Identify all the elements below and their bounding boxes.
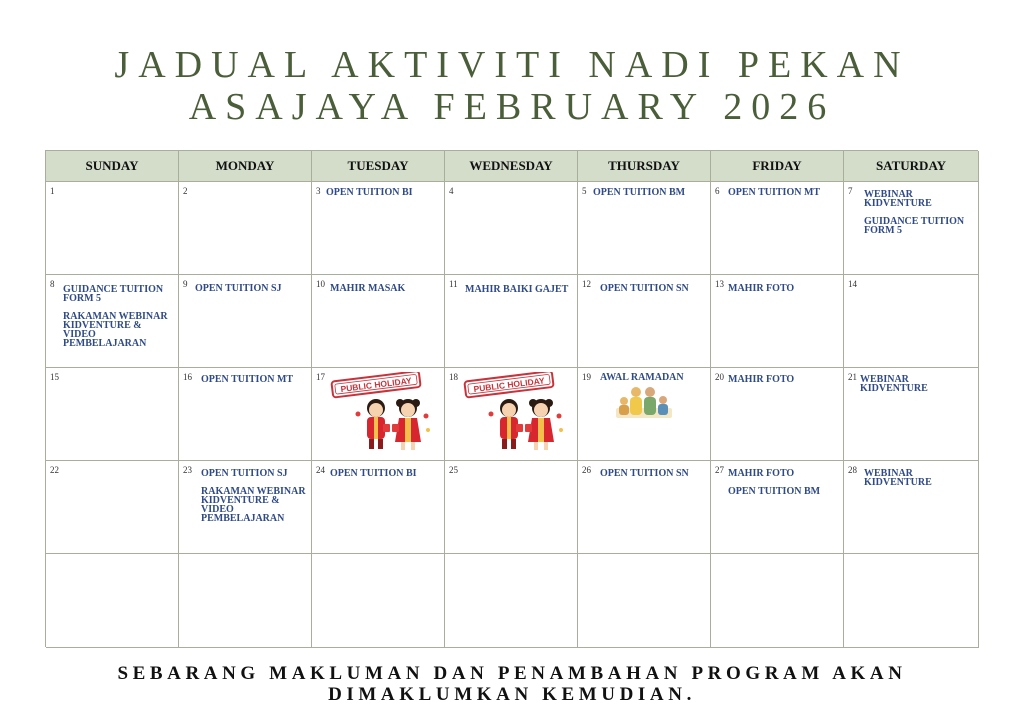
- date-number: 17: [316, 372, 325, 382]
- day-cell-7: [844, 182, 979, 275]
- day-cell-6: [711, 182, 844, 275]
- date-number: 26: [582, 465, 591, 475]
- date-number: 25: [449, 465, 458, 475]
- date-number: 13: [715, 279, 724, 289]
- date-number: 8: [50, 279, 55, 289]
- footer-line-1: SEBARANG MAKLUMAN DAN PENAMBAHAN PROGRAM AKAN: [117, 663, 907, 684]
- girl-figure-icon: [392, 399, 421, 450]
- day-cell-4: [445, 182, 578, 275]
- family-illustration-icon: [616, 384, 672, 418]
- event-label: MAHIR FOTO: [728, 374, 795, 385]
- calendar-grid: [45, 150, 978, 647]
- event-label: OPEN TUITION BI: [330, 468, 417, 479]
- empty-cell: [445, 554, 578, 648]
- date-number: 5: [582, 186, 587, 196]
- title-line-1: JADUAL AKTIVITI NADI PEKAN: [114, 44, 910, 86]
- date-number: 12: [582, 279, 591, 289]
- event-label: MAHIR BAIKI GAJET: [465, 284, 569, 295]
- day-cell-28: [844, 461, 979, 554]
- day-header-tuesday: TUESDAY: [312, 151, 445, 182]
- day-cell-17: [312, 368, 445, 461]
- event-label: KIDVENTURE: [864, 477, 932, 488]
- event-label: KIDVENTURE: [860, 383, 928, 394]
- event-label: VIDEO: [201, 504, 234, 515]
- holiday-stamp-text: PUBLIC HOLIDAY: [339, 375, 413, 395]
- day-cell-5: [578, 182, 711, 275]
- day-header-saturday: SATURDAY: [844, 151, 979, 182]
- day-header-thursday: THURSDAY: [578, 151, 711, 182]
- event-label: OPEN TUITION BM: [728, 486, 821, 497]
- event-label: RAKAMAN WEBINAR: [201, 486, 306, 497]
- event-label: KIDVENTURE &: [63, 320, 142, 331]
- event-label: WEBINAR: [860, 374, 909, 385]
- event-label: KIDVENTURE: [864, 198, 932, 209]
- day-cell-24: [312, 461, 445, 554]
- empty-cell: [179, 554, 312, 648]
- date-number: 1: [50, 186, 55, 196]
- event-label: OPEN TUITION SN: [600, 468, 689, 479]
- day-cell-13: [711, 275, 844, 368]
- day-cell-12: [578, 275, 711, 368]
- day-header-friday: FRIDAY: [711, 151, 844, 182]
- event-label: MAHIR FOTO: [728, 468, 795, 479]
- calendar-title: [0, 44, 1024, 128]
- date-number: 4: [449, 186, 454, 196]
- date-number: 28: [848, 465, 857, 475]
- day-cell-23: [179, 461, 312, 554]
- public-holiday-illustration: [461, 372, 569, 456]
- holiday-stamp-text: PUBLIC HOLIDAY: [472, 375, 546, 395]
- date-number: 16: [183, 372, 192, 382]
- day-cell-14: [844, 275, 979, 368]
- day-cell-26: [578, 461, 711, 554]
- day-cell-27: [711, 461, 844, 554]
- event-label: MAHIR FOTO: [728, 283, 795, 294]
- event-label: OPEN TUITION MT: [728, 187, 821, 198]
- day-header-monday: MONDAY: [179, 151, 312, 182]
- title-line-2: ASAJAYA FEBRUARY 2026: [188, 86, 836, 128]
- event-label: OPEN TUITION SN: [600, 283, 689, 294]
- date-number: 3: [316, 186, 321, 196]
- event-label: MAHIR MASAK: [330, 283, 406, 294]
- date-number: 18: [449, 372, 458, 382]
- empty-cell: [711, 554, 844, 648]
- date-number: 27: [715, 465, 724, 475]
- date-number: 19: [582, 372, 591, 382]
- day-cell-1: [46, 182, 179, 275]
- date-number: 15: [50, 372, 59, 382]
- day-cell-2: [179, 182, 312, 275]
- date-number: 6: [715, 186, 720, 196]
- event-label: OPEN TUITION SJ: [195, 283, 282, 294]
- date-number: 10: [316, 279, 325, 289]
- day-cell-22: [46, 461, 179, 554]
- event-label: AWAL RAMADAN: [600, 372, 684, 383]
- boy-figure-icon: [500, 399, 523, 449]
- event-label: OPEN TUITION MT: [201, 374, 294, 385]
- event-label: VIDEO: [63, 329, 96, 340]
- day-cell-21: [844, 368, 979, 461]
- event-label: WEBINAR: [864, 189, 913, 200]
- date-number: 9: [183, 279, 188, 289]
- event-label: GUIDANCE TUITION: [864, 216, 965, 227]
- date-number: 22: [50, 465, 59, 475]
- date-number: 20: [715, 372, 724, 382]
- event-label: OPEN TUITION BI: [326, 187, 413, 198]
- day-cell-8: [46, 275, 179, 368]
- date-number: 11: [449, 279, 458, 289]
- event-label: PEMBELAJARAN: [63, 338, 147, 349]
- day-header-wednesday: WEDNESDAY: [445, 151, 578, 182]
- event-label: WEBINAR: [864, 468, 913, 479]
- boy-figure-icon: [367, 399, 390, 449]
- event-label: FORM 5: [864, 225, 903, 236]
- date-number: 2: [183, 186, 188, 196]
- event-label: GUIDANCE TUITION: [63, 284, 164, 295]
- date-number: 7: [848, 186, 853, 196]
- event-label: FORM 5: [63, 293, 102, 304]
- day-cell-3: [312, 182, 445, 275]
- day-cell-10: [312, 275, 445, 368]
- event-label: OPEN TUITION BM: [593, 187, 686, 198]
- day-cell-11: [445, 275, 578, 368]
- day-cell-19: [578, 368, 711, 461]
- event-label: PEMBELAJARAN: [201, 513, 285, 524]
- date-number: 21: [848, 372, 857, 382]
- event-label: KIDVENTURE &: [201, 495, 280, 506]
- date-number: 14: [848, 279, 857, 289]
- day-cell-15: [46, 368, 179, 461]
- empty-cell: [312, 554, 445, 648]
- footer-notice: [0, 663, 1024, 705]
- event-label: OPEN TUITION SJ: [201, 468, 288, 479]
- date-number: 24: [316, 465, 325, 475]
- day-header-sunday: SUNDAY: [46, 151, 179, 182]
- day-cell-9: [179, 275, 312, 368]
- footer-line-2: DIMAKLUMKAN KEMUDIAN.: [328, 684, 696, 705]
- girl-figure-icon: [525, 399, 554, 450]
- date-number: 23: [183, 465, 192, 475]
- empty-cell: [844, 554, 979, 648]
- day-cell-20: [711, 368, 844, 461]
- empty-cell: [46, 554, 179, 648]
- empty-cell: [578, 554, 711, 648]
- public-holiday-illustration: [328, 372, 436, 456]
- day-cell-16: [179, 368, 312, 461]
- day-cell-18: [445, 368, 578, 461]
- event-label: RAKAMAN WEBINAR: [63, 311, 168, 322]
- day-cell-25: [445, 461, 578, 554]
